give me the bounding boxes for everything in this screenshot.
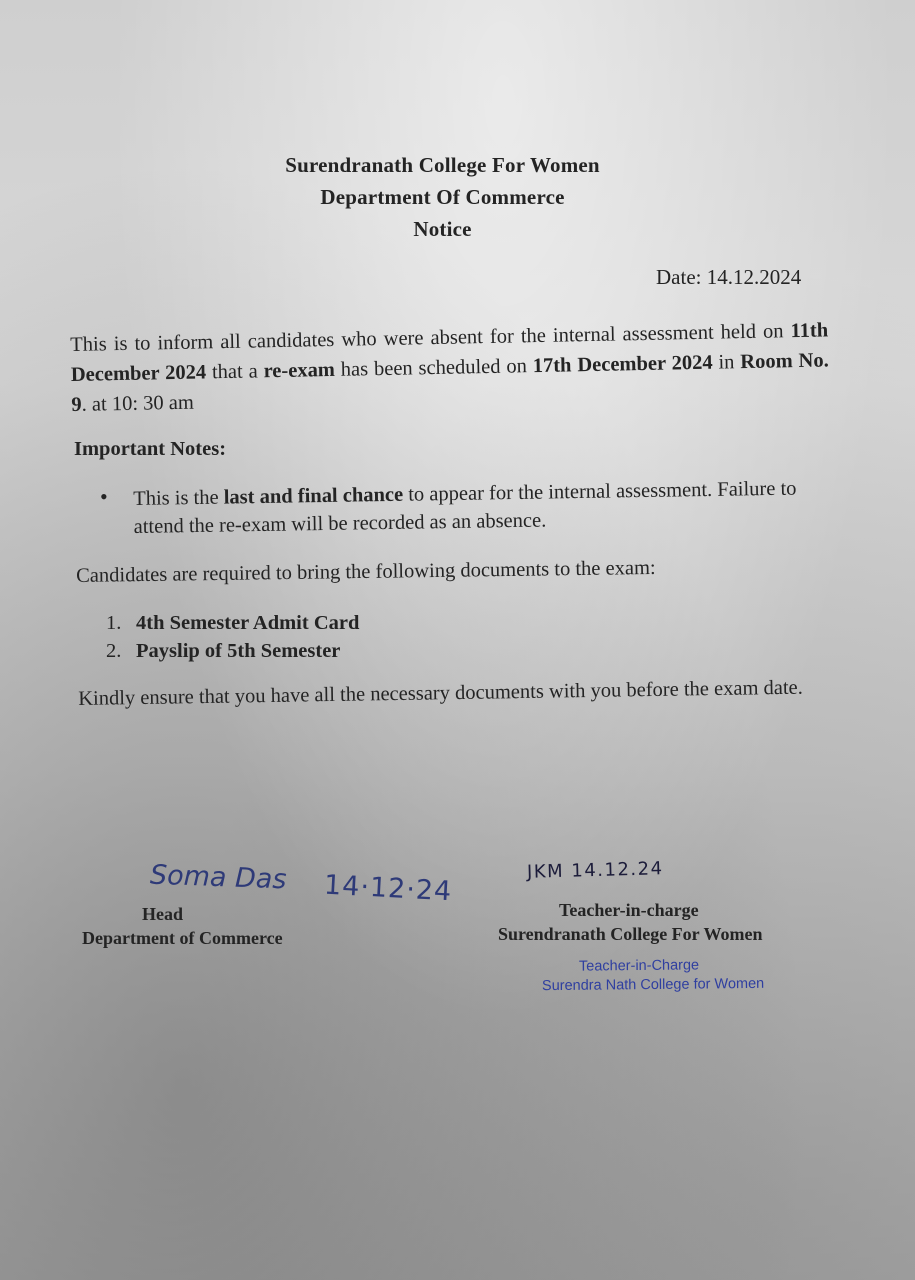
closing-paragraph: Kindly ensure that you have all the necessary documents with you before the exam date. <box>78 676 803 710</box>
document-number: 1. <box>106 612 122 634</box>
intro-text: This is to inform all candidates who were absent for the internal assessment held on <box>70 320 791 356</box>
document-text: Payslip of 5th Semester <box>136 640 341 662</box>
teacher-in-charge-title: Teacher-in-charge <box>559 900 699 920</box>
important-note-item <box>133 474 834 541</box>
document-text: 4th Semester Admit Card <box>136 612 360 634</box>
document-item <box>106 640 340 663</box>
teacher-in-charge-college: Surendranath College For Women <box>498 924 763 944</box>
teacher-in-charge-signature: JKM 14.12.24 <box>526 858 664 883</box>
head-department: Department of Commerce <box>82 928 283 948</box>
note-text: to appear for the internal assessment. Failure to attend the re-exam will be recorded as an absence. <box>133 477 797 538</box>
document-item <box>106 612 359 635</box>
re-exam-date: 17th December 2024 <box>532 351 713 378</box>
head-title: Head <box>142 904 184 924</box>
intro-text: has been scheduled on <box>334 355 533 381</box>
intro-text: in <box>712 351 741 374</box>
stamp-title: Teacher-in-Charge <box>578 957 700 975</box>
final-chance-label: last and final chance <box>223 483 404 509</box>
room-number: Room No. 9 <box>71 349 829 416</box>
intro-text: that a <box>205 360 264 384</box>
exam-time: . at 10: 30 am <box>81 391 195 416</box>
important-notes-heading: Important Notes: <box>74 438 227 460</box>
notice-date: Date: 14.12.2024 <box>656 265 802 289</box>
bullet-icon: • <box>100 484 108 509</box>
absent-date: 11th December 2024 <box>70 319 829 386</box>
stamp-college: Surendra Nath College for Women <box>541 975 765 995</box>
head-signature: Soma Das <box>149 859 287 896</box>
re-exam-label: re-exam <box>263 358 336 383</box>
intro-paragraph <box>70 315 830 420</box>
college-name: Surendranath College For Women <box>285 153 600 177</box>
note-text: This is the <box>133 486 224 510</box>
department-name: Department Of Commerce <box>320 185 565 209</box>
head-signature-date: 14·12·24 <box>323 869 453 908</box>
document-number: 2. <box>106 640 122 662</box>
documents-intro: Candidates are required to bring the following documents to the exam: <box>76 556 656 587</box>
notice-title: Notice <box>413 217 472 241</box>
